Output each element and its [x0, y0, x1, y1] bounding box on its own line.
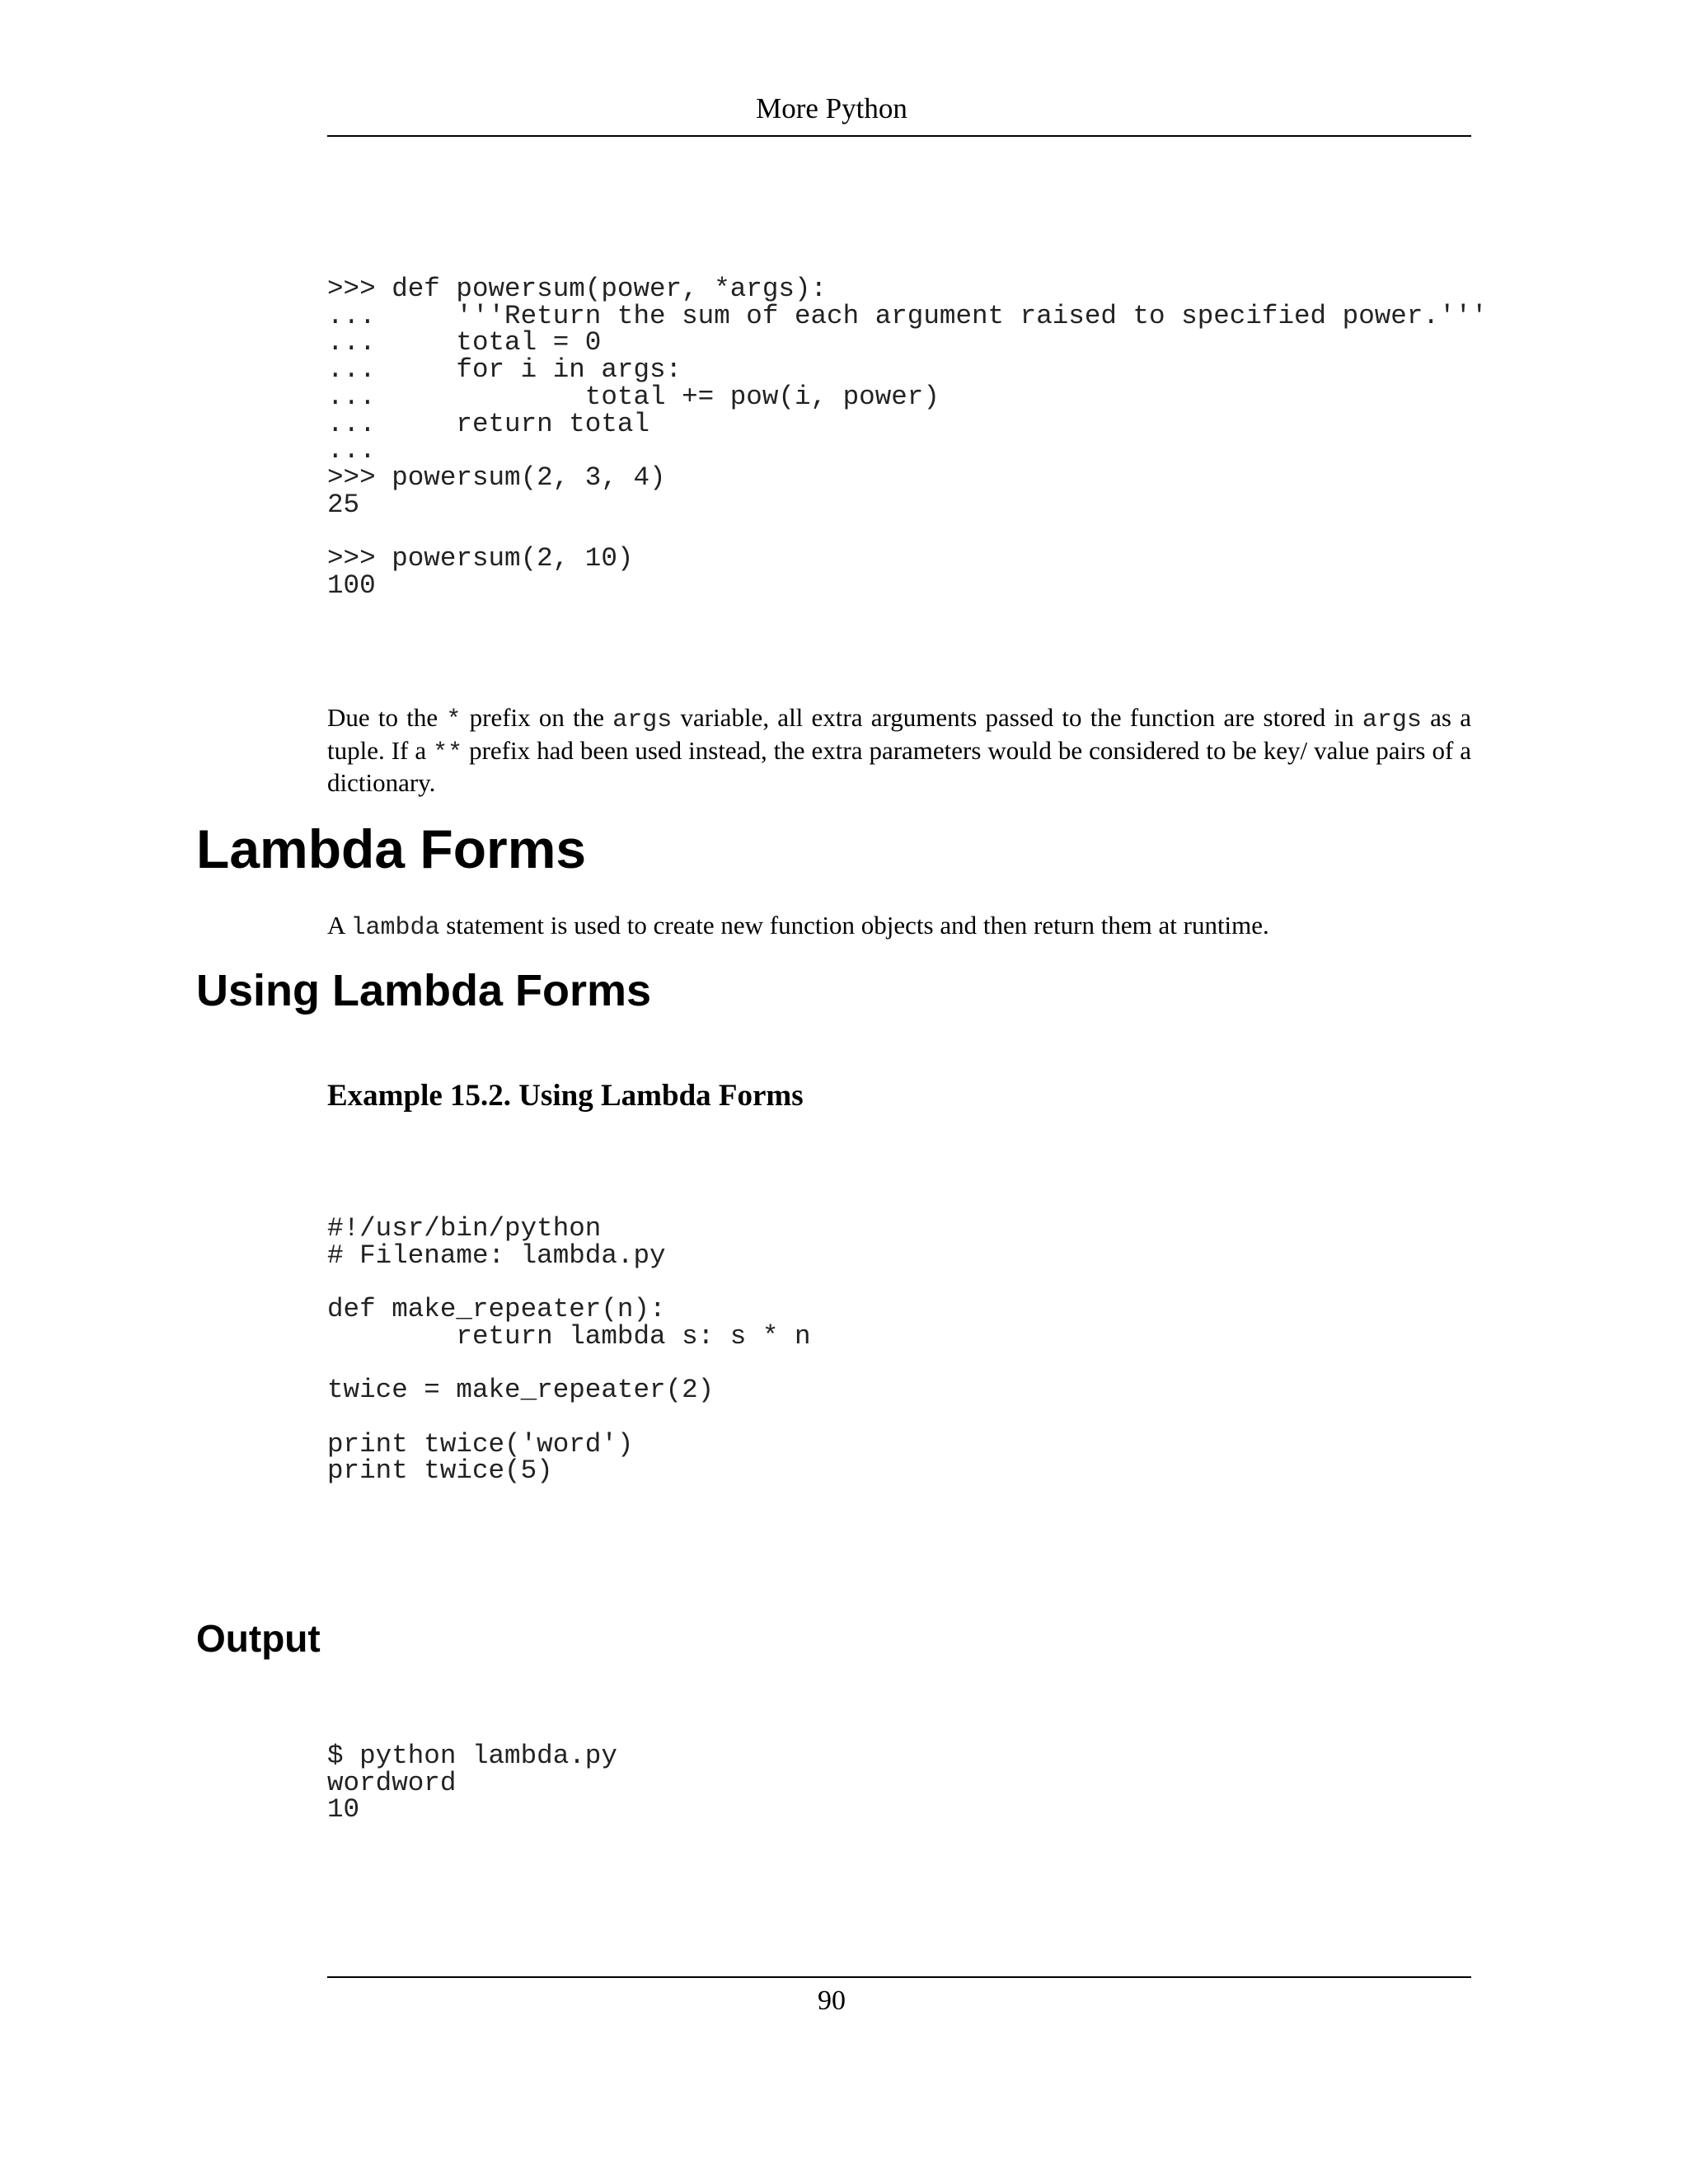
inline-code-star: * — [446, 706, 462, 734]
section-heading-lambda-forms: Lambda Forms — [196, 818, 587, 879]
inline-code-args: args — [612, 706, 673, 734]
inline-code-args: args — [1362, 706, 1422, 734]
header-rule — [327, 135, 1471, 137]
page-number: 90 — [818, 1985, 846, 2016]
lambda-intro-paragraph: A lambda statement is used to create new function objects and then return them at runtime. — [327, 911, 1269, 942]
running-header: More Python — [756, 92, 907, 124]
inline-code-lambda: lambda — [350, 914, 440, 942]
footer-rule — [327, 1976, 1471, 1978]
lambda-code-block: #!/usr/bin/python # Filename: lambda.py def make_repeater(n): return lambda s: s * n twice = make_repeater(2) print twice('word') print twice(5) — [327, 1213, 811, 1487]
section-heading-output: Output — [196, 1617, 321, 1660]
output-code-block: $ python lambda.py wordword 10 — [327, 1741, 617, 1825]
powersum-code-block: >>> def powersum(power, *args): ... '''Return the sum of each argument raised to specified power.''' ... total = 0 ... for i in args: ... total += pow(i, power) ... return total ... >>> powersum(2, 3, 4) 25 >>> powersum(2, 10) 100 — [327, 274, 1488, 601]
section-heading-using-lambda-forms: Using Lambda Forms — [196, 966, 652, 1015]
inline-code-double-star: ** — [433, 738, 463, 767]
example-title: Example 15.2. Using Lambda Forms — [327, 1079, 804, 1113]
args-explanation-paragraph: Due to the * prefix on the args variable, all extra arguments passed to the function are stored in args as a tuple. If a ** prefix had been used instead, the extra parameters would be considered to be key/ value pairs of a dictionary. — [327, 703, 1472, 798]
